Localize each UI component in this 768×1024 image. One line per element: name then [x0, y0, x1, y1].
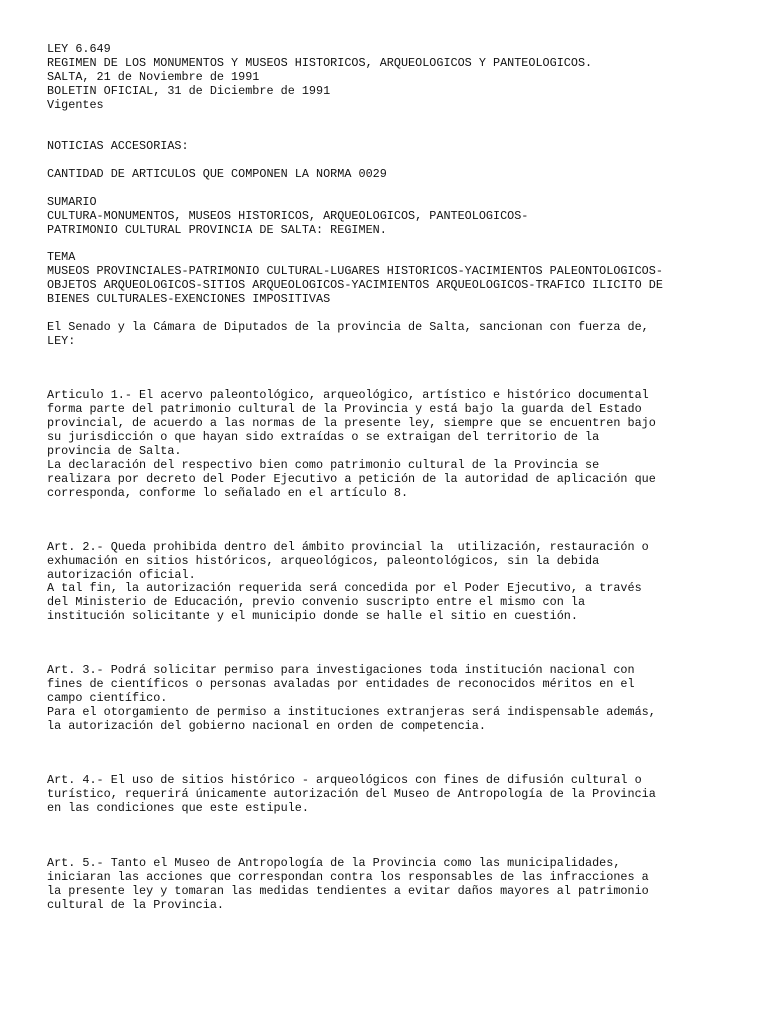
article-count: CANTIDAD DE ARTICULOS QUE COMPONEN LA NORMA 0029 [47, 167, 387, 181]
noticias-heading: NOTICIAS ACCESORIAS: [47, 139, 189, 153]
article-line: iniciaran las acciones que correspondan contra los responsables de las infracciones a [47, 870, 649, 884]
article-line: la autorización del gobierno nacional en orden de competencia. [47, 719, 486, 733]
article-line: A tal fin, la autorización requerida será concedida por el Poder Ejecutivo, a través [47, 581, 642, 595]
article-line: la presente ley y tomaran las medidas tendientes a evitar daños mayores al patrimonio [47, 884, 649, 898]
sumario-line: PATRIMONIO CULTURAL PROVINCIA DE SALTA: REGIMEN. [47, 223, 387, 237]
sumario-heading: SUMARIO [47, 195, 97, 209]
article-line: del Ministerio de Educación, previo convenio suscripto entre el mismo con la [47, 595, 586, 609]
article-line: su jurisdicción o que hayan sido extraídas o se extraigan del territorio de la [47, 430, 600, 444]
article-line: realizara por decreto del Poder Ejecutivo a petición de la autoridad de aplicación que [47, 472, 656, 486]
article-line: Art. 3.- Podrá solicitar permiso para investigaciones toda institución nacional con [47, 663, 635, 677]
article-line: La declaración del respectivo bien como patrimonio cultural de la Provincia se [47, 458, 600, 472]
article-line: institución solicitante y el municipio donde se halle el sitio en cuestión. [47, 609, 578, 623]
law-title: REGIMEN DE LOS MONUMENTOS Y MUSEOS HISTORICOS, ARQUEOLOGICOS Y PANTEOLOGICOS. [47, 56, 593, 70]
article-line: Art. 2.- Queda prohibida dentro del ámbito provincial la utilización, restauración o [47, 540, 649, 554]
place-date: SALTA, 21 de Noviembre de 1991 [47, 70, 260, 84]
tema-heading: TEMA [47, 250, 76, 264]
article-line: cultural de la Provincia. [47, 898, 224, 912]
sumario-line: CULTURA-MONUMENTOS, MUSEOS HISTORICOS, ARQUEOLOGICOS, PANTEOLOGICOS- [47, 209, 529, 223]
article-line: autorización oficial. [47, 568, 196, 582]
article-line: campo científico. [47, 691, 168, 705]
article-line: Art. 4.- El uso de sitios histórico - arqueológicos con fines de difusión cultural o [47, 773, 642, 787]
article-line: en las condiciones que este estipule. [47, 801, 309, 815]
article-line: corresponda, conforme lo señalado en el artículo 8. [47, 486, 409, 500]
status: Vigentes [47, 98, 104, 112]
article-line: Para el otorgamiento de permiso a instituciones extranjeras será indispensable además, [47, 705, 656, 719]
enactment-line: LEY: [47, 334, 76, 348]
enactment-line: El Senado y la Cámara de Diputados de la provincia de Salta, sancionan con fuerza de, [47, 320, 649, 334]
law-number: LEY 6.649 [47, 42, 111, 56]
article-line: provincia de Salta. [47, 444, 182, 458]
article-line: provincial, de acuerdo a las normas de la presente ley, siempre que se encuentren bajo [47, 416, 656, 430]
article-line: exhumación en sitios históricos, arqueológicos, paleontológicos, sin la debida [47, 554, 600, 568]
article-line: turístico, requerirá únicamente autorización del Museo de Antropología de la Provincia [47, 787, 656, 801]
article-line: Articulo 1.- El acervo paleontológico, arqueológico, artístico e histórico documental [47, 388, 649, 402]
tema-line: OBJETOS ARQUEOLOGICOS-SITIOS ARQUEOLOGICOS-YACIMIENTOS ARQUEOLOGICOS-TRAFICO ILICITO DE [47, 278, 663, 292]
article-line: forma parte del patrimonio cultural de la Provincia y está bajo la guarda del Estado [47, 402, 642, 416]
tema-line: MUSEOS PROVINCIALES-PATRIMONIO CULTURAL-LUGARES HISTORICOS-YACIMIENTOS PALEONTOLOGICOS- [47, 264, 663, 278]
tema-line: BIENES CULTURALES-EXENCIONES IMPOSITIVAS [47, 292, 331, 306]
article-line: Art. 5.- Tanto el Museo de Antropología de la Provincia como las municipalidades, [47, 856, 621, 870]
official-bulletin: BOLETIN OFICIAL, 31 de Diciembre de 1991 [47, 84, 331, 98]
article-line: fines de científicos o personas avaladas por entidades de reconocidos méritos en el [47, 677, 635, 691]
